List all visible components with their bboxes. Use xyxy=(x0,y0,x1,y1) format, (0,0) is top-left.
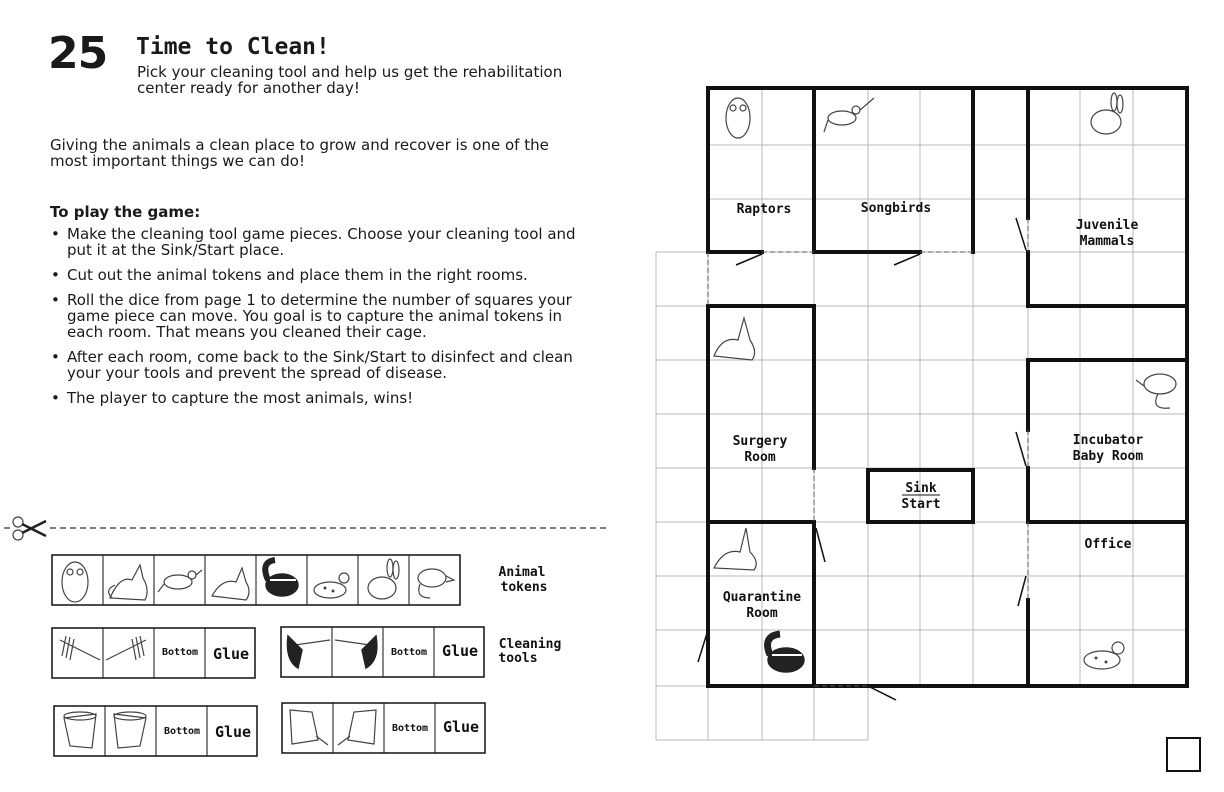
room-label-juvenile-mammals: Juvenile xyxy=(1075,218,1139,233)
bottom-label: Bottom xyxy=(163,726,201,737)
rule-item: • The player to capture the most animals, wins! xyxy=(50,390,590,406)
rule-item: • After each room, come back to the Sink/Start to disinfect and clean your your tools and prevent the spread of disease. xyxy=(50,349,590,381)
owl-token-icon[interactable] xyxy=(62,562,88,602)
broom-tool-piece[interactable] xyxy=(52,628,255,678)
fox-token-icon[interactable] xyxy=(109,565,147,600)
rules-list xyxy=(50,226,590,415)
glue-label: Glue xyxy=(212,645,250,663)
fawn-token-icon[interactable] xyxy=(314,573,349,598)
cleaning-tools-label: tools xyxy=(498,651,538,666)
bottom-label: Bottom xyxy=(390,647,428,658)
rule-item: • Cut out the animal tokens and place them in the right rooms. xyxy=(50,267,590,283)
fox-icon xyxy=(714,318,755,360)
fawn-icon xyxy=(1084,642,1124,669)
animal-tokens-label: tokens xyxy=(500,580,548,595)
bottom-label: Bottom xyxy=(161,647,199,658)
skunk-token-icon[interactable] xyxy=(265,560,298,596)
fox-kit-token-icon[interactable] xyxy=(212,568,249,600)
room-label-quarantine: Quarantine xyxy=(722,590,802,605)
page-title: Time to Clean! xyxy=(136,34,330,60)
glue-label: Glue xyxy=(214,723,252,741)
animal-token-strip[interactable] xyxy=(52,555,460,605)
room-label-surgery: Surgery xyxy=(732,434,788,449)
animal-tokens-label: Animal xyxy=(498,565,546,580)
sink-label: Sink xyxy=(905,481,937,496)
fox-kit-icon xyxy=(714,528,756,570)
room-label-surgery: Room xyxy=(744,450,776,465)
cutout-section xyxy=(0,500,620,770)
songbird-icon xyxy=(824,98,874,132)
mop-tool-piece[interactable] xyxy=(281,627,484,677)
intro-paragraph: Giving the animals a clean place to grow and recover is one of the most important things we can do! xyxy=(50,136,549,170)
page-subtitle: Pick your cleaning tool and help us get the rehabilitation center ready for another day! xyxy=(137,63,563,97)
room-label-quarantine: Room xyxy=(746,606,778,621)
rabbit-icon xyxy=(1091,93,1123,134)
glue-label: Glue xyxy=(442,718,480,736)
cleaning-tools-label: Cleaning xyxy=(498,637,562,652)
room-label-office: Office xyxy=(1084,537,1132,552)
owl-icon xyxy=(726,98,750,138)
room-label-raptors: Raptors xyxy=(736,202,792,217)
room-label-songbirds: Songbirds xyxy=(860,201,932,216)
rules-heading: To play the game: xyxy=(50,203,201,221)
bucket-tool-piece[interactable] xyxy=(54,706,257,756)
page-corner-box xyxy=(1166,737,1201,772)
room-label-incubator: Incubator xyxy=(1072,433,1144,448)
glue-label: Glue xyxy=(441,642,479,660)
opossum-token-icon[interactable] xyxy=(418,569,454,598)
room-label-incubator: Baby Room xyxy=(1072,449,1144,464)
page-number: 25 xyxy=(48,28,108,79)
skunk-icon xyxy=(768,634,804,672)
start-label: Start xyxy=(901,497,941,512)
game-board[interactable] xyxy=(650,80,1200,780)
rule-item: • Roll the dice from page 1 to determine the number of squares your game piece can move. You goal is to capture the animal tokens in each room. That means you cleaned their cage. xyxy=(50,292,590,340)
dustpan-tool-piece[interactable] xyxy=(282,703,485,753)
bottom-label: Bottom xyxy=(391,723,429,734)
rule-item: • Make the cleaning tool game pieces. Choose your cleaning tool and put it at the Sink/Start place. xyxy=(50,226,590,258)
scissors-icon xyxy=(13,517,46,540)
opossum-icon xyxy=(1136,374,1176,408)
rabbit-token-icon[interactable] xyxy=(368,559,399,599)
songbird-token-icon[interactable] xyxy=(158,570,202,592)
room-label-juvenile-mammals: Mammals xyxy=(1079,234,1135,249)
board-grid[interactable] xyxy=(656,88,1187,740)
